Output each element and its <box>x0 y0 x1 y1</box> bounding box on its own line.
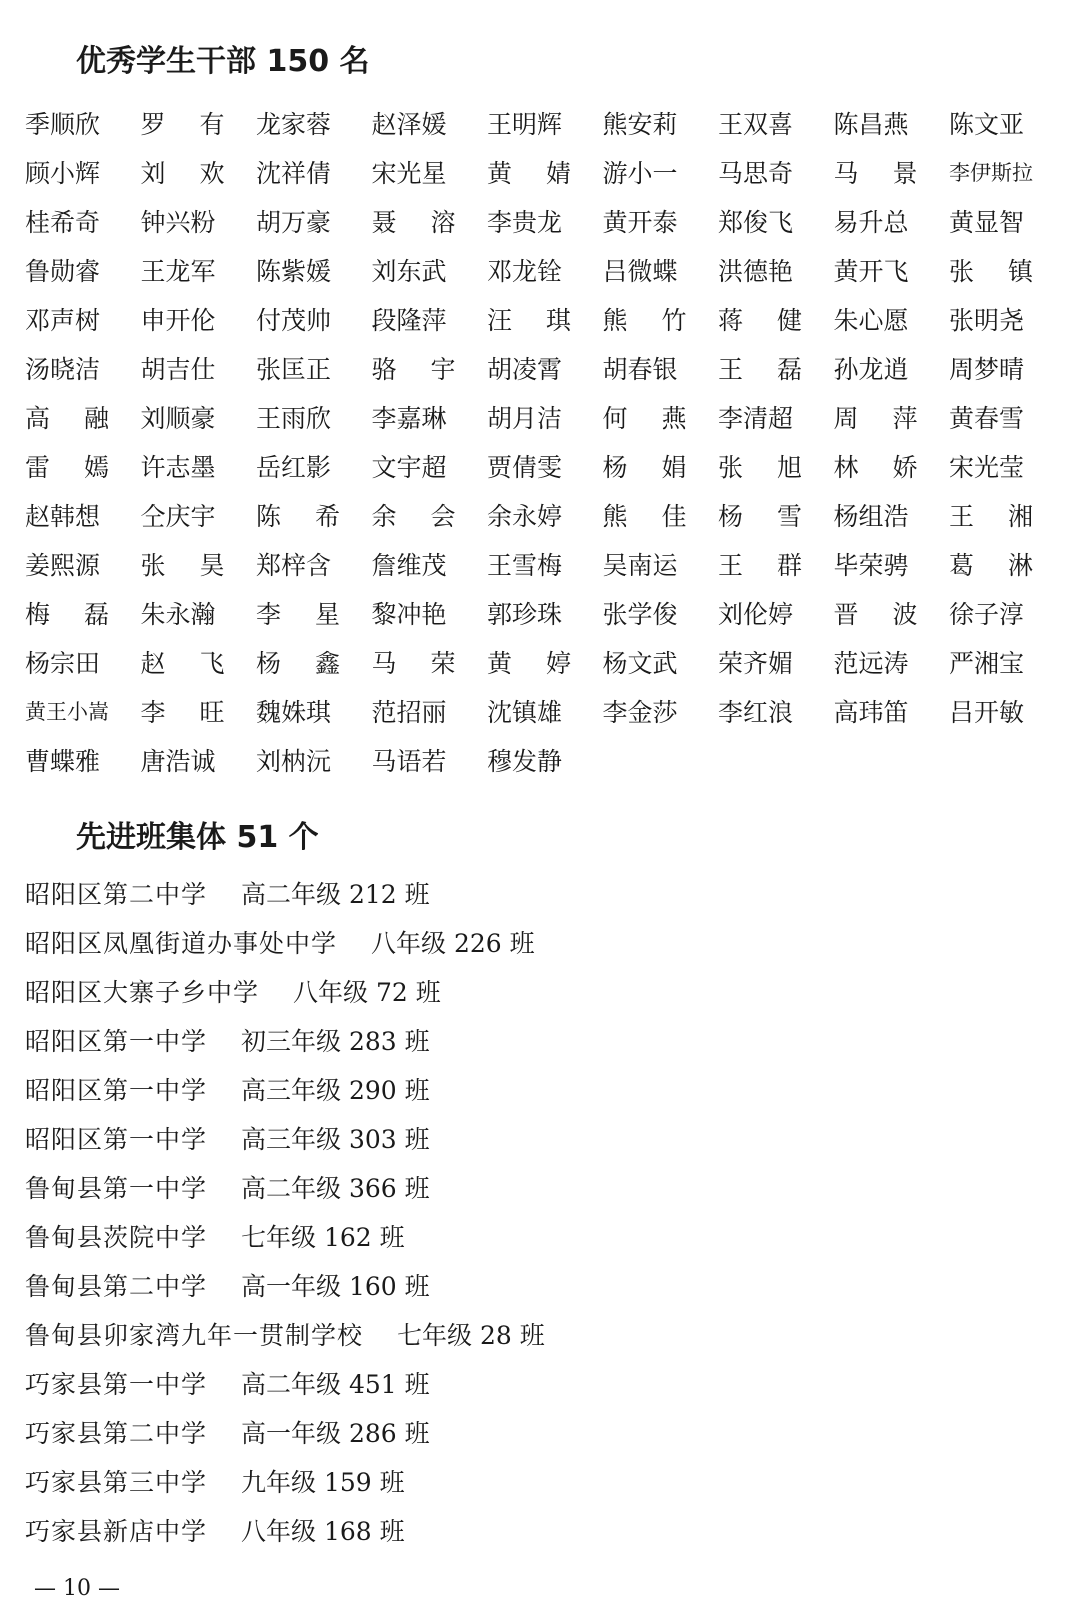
student-name: 沈祥倩 <box>256 159 332 188</box>
student-name: 孙龙逍 <box>833 355 909 384</box>
student-name: 雷 嫣 <box>25 453 109 482</box>
student-name: 郭珍珠 <box>487 600 563 629</box>
school-name: 巧家县新店中学 <box>25 1517 208 1546</box>
student-name: 邓声树 <box>25 306 101 335</box>
student-name: 高 融 <box>25 404 109 433</box>
student-name: 胡万豪 <box>256 208 332 237</box>
student-name: 王明辉 <box>487 110 563 139</box>
school-name: 昭阳区大寨子乡中学 <box>25 978 260 1007</box>
student-name: 胡吉仕 <box>140 355 216 384</box>
student-name: 李红浪 <box>718 698 794 727</box>
student-name: 晋 波 <box>833 600 918 629</box>
student-name: 汪 琪 <box>487 306 571 335</box>
student-name: 朱永瀚 <box>140 600 216 629</box>
student-name: 熊 佳 <box>602 502 687 531</box>
student-name: 黄 婧 <box>487 159 571 188</box>
class-list-item <box>25 1409 1065 1458</box>
student-name: 顾小辉 <box>25 159 101 188</box>
class-grade: 高一年级 160 班 <box>241 1272 430 1301</box>
student-name: 杨宗田 <box>25 649 101 678</box>
class-list-item <box>25 1115 1065 1164</box>
student-name: 姜熙源 <box>25 551 101 580</box>
student-name: 张 镇 <box>949 257 1033 286</box>
student-name: 李伊斯拉 <box>949 161 1033 185</box>
student-name: 黄 婷 <box>487 649 571 678</box>
class-grade: 七年级 28 班 <box>397 1321 545 1350</box>
school-name: 巧家县第一中学 <box>25 1370 208 1399</box>
class-grade: 高三年级 303 班 <box>241 1125 430 1154</box>
student-name: 黄开飞 <box>833 257 909 286</box>
school-name: 昭阳区第一中学 <box>25 1027 208 1056</box>
student-name: 仝庆宇 <box>140 502 216 531</box>
student-name: 张匡正 <box>256 355 332 384</box>
student-name: 李贵龙 <box>487 208 563 237</box>
student-name: 张 昊 <box>140 551 225 580</box>
student-name: 熊安莉 <box>602 110 678 139</box>
student-name: 许志墨 <box>140 453 216 482</box>
student-name: 黄王小嵩 <box>25 700 109 724</box>
student-name: 胡月洁 <box>487 404 563 433</box>
student-name: 唐浩诚 <box>140 747 216 776</box>
class-list-item <box>25 968 1065 1017</box>
school-name: 鲁甸县茨院中学 <box>25 1223 208 1252</box>
class-list-item <box>25 1164 1065 1213</box>
student-name: 陈昌燕 <box>833 110 909 139</box>
student-name: 罗 有 <box>140 110 225 139</box>
student-name: 季顺欣 <box>25 110 101 139</box>
student-name: 杨 鑫 <box>256 649 340 678</box>
student-name: 沈镇雄 <box>487 698 563 727</box>
student-name: 严湘宝 <box>949 649 1025 678</box>
student-name: 吕微蝶 <box>602 257 678 286</box>
student-name: 荣齐媚 <box>718 649 794 678</box>
class-list-item <box>25 1458 1065 1507</box>
class-list-item <box>25 1017 1065 1066</box>
student-name: 聂 溶 <box>371 208 456 237</box>
page-number: — 10 — <box>34 1576 120 1601</box>
student-name: 葛 淋 <box>949 551 1033 580</box>
school-name: 昭阳区第一中学 <box>25 1125 208 1154</box>
student-name: 范远涛 <box>833 649 909 678</box>
student-name: 宋光星 <box>371 159 447 188</box>
student-name: 周梦晴 <box>949 355 1025 384</box>
student-name: 范招丽 <box>371 698 447 727</box>
student-name: 赵 飞 <box>140 649 225 678</box>
school-name: 鲁甸县第一中学 <box>25 1174 208 1203</box>
student-name: 熊 竹 <box>602 306 687 335</box>
student-name: 胡凌霄 <box>487 355 563 384</box>
student-name: 洪德艳 <box>718 257 794 286</box>
student-name: 刘伦婷 <box>718 600 794 629</box>
student-name: 陈紫媛 <box>256 257 332 286</box>
student-name: 胡春银 <box>602 355 678 384</box>
school-name: 巧家县第三中学 <box>25 1468 208 1497</box>
student-name: 何 燕 <box>602 404 687 433</box>
class-list-item <box>25 1262 1065 1311</box>
student-name: 吴南运 <box>602 551 678 580</box>
student-name: 蒋 健 <box>718 306 802 335</box>
class-grade: 初三年级 283 班 <box>241 1027 430 1056</box>
student-name: 魏姝琪 <box>256 698 332 727</box>
student-name: 马语若 <box>371 747 447 776</box>
student-name: 赵韩想 <box>25 502 101 531</box>
student-name: 穆发静 <box>487 747 563 776</box>
student-name: 詹维茂 <box>371 551 447 580</box>
student-name: 王 磊 <box>718 355 802 384</box>
student-name: 余 会 <box>371 502 456 531</box>
student-name: 马思奇 <box>718 159 794 188</box>
student-name: 张明尧 <box>949 306 1025 335</box>
student-name: 张 旭 <box>718 453 802 482</box>
class-list-item <box>25 1507 1065 1556</box>
student-name: 刘顺豪 <box>140 404 216 433</box>
student-name: 王 湘 <box>949 502 1033 531</box>
class-grade: 高一年级 286 班 <box>241 1419 430 1448</box>
student-name: 刘 欢 <box>140 159 225 188</box>
class-list-item <box>25 1311 1065 1360</box>
student-name: 王龙军 <box>140 257 216 286</box>
student-name: 杨组浩 <box>833 502 909 531</box>
student-name: 李 星 <box>256 600 340 629</box>
student-name: 周 萍 <box>833 404 918 433</box>
student-name: 龙家蓉 <box>256 110 332 139</box>
student-name: 黄春雪 <box>949 404 1025 433</box>
student-name: 王双喜 <box>718 110 794 139</box>
class-grade: 高二年级 366 班 <box>241 1174 430 1203</box>
student-name: 余永婷 <box>487 502 563 531</box>
student-name: 黄开泰 <box>602 208 678 237</box>
student-name: 贾倩雯 <box>487 453 563 482</box>
student-name: 陈文亚 <box>949 110 1025 139</box>
student-name: 文宇超 <box>371 453 447 482</box>
class-grade: 高二年级 451 班 <box>241 1370 430 1399</box>
student-name: 鲁勋睿 <box>25 257 101 286</box>
school-name: 昭阳区第二中学 <box>25 880 208 909</box>
student-name: 朱心愿 <box>833 306 909 335</box>
section-title-advanced-class-collectives: 先进班集体 51 个 <box>76 820 319 855</box>
class-list-item <box>25 1066 1065 1115</box>
student-name: 郑俊飞 <box>718 208 794 237</box>
class-grade: 八年级 226 班 <box>371 929 535 958</box>
class-grade: 八年级 72 班 <box>293 978 441 1007</box>
student-name: 黎冲艳 <box>371 600 447 629</box>
school-name: 昭阳区凤凰街道办事处中学 <box>25 929 338 958</box>
student-name: 高玮笛 <box>833 698 909 727</box>
student-name: 徐子淳 <box>949 600 1025 629</box>
student-name: 游小一 <box>602 159 678 188</box>
advanced-class-list <box>25 870 1065 1556</box>
student-name: 骆 宇 <box>371 355 456 384</box>
student-name: 梅 磊 <box>25 600 109 629</box>
class-list-item <box>25 1360 1065 1409</box>
class-list-item <box>25 919 1065 968</box>
student-name: 钟兴粉 <box>140 208 216 237</box>
class-grade: 八年级 168 班 <box>241 1517 405 1546</box>
class-grade: 七年级 162 班 <box>241 1223 405 1252</box>
student-name: 马 荣 <box>371 649 456 678</box>
student-name: 段隆萍 <box>371 306 447 335</box>
class-grade: 高三年级 290 班 <box>241 1076 430 1105</box>
student-name: 宋光莹 <box>949 453 1025 482</box>
student-name: 张学俊 <box>602 600 678 629</box>
class-list-item <box>25 870 1065 919</box>
student-name: 赵泽媛 <box>371 110 447 139</box>
student-cadre-name-list <box>25 100 1065 786</box>
student-name: 杨文武 <box>602 649 678 678</box>
school-name: 鲁甸县第二中学 <box>25 1272 208 1301</box>
student-name: 王雨欣 <box>256 404 332 433</box>
student-name: 杨 雪 <box>718 502 802 531</box>
student-name: 郑梓含 <box>256 551 332 580</box>
student-name: 刘东武 <box>371 257 447 286</box>
student-name: 杨 娟 <box>602 453 687 482</box>
student-name: 黄显智 <box>949 208 1025 237</box>
section-title-outstanding-student-cadres: 优秀学生干部 150 名 <box>76 44 370 79</box>
student-name: 李嘉琳 <box>371 404 447 433</box>
student-name: 马 景 <box>833 159 918 188</box>
school-name: 鲁甸县卯家湾九年一贯制学校 <box>25 1321 364 1350</box>
student-name: 陈 希 <box>256 502 340 531</box>
student-name: 易升总 <box>833 208 909 237</box>
student-name: 李清超 <box>718 404 794 433</box>
student-name: 申开伦 <box>140 306 216 335</box>
student-name: 林 娇 <box>833 453 918 482</box>
school-name: 巧家县第二中学 <box>25 1419 208 1448</box>
student-name: 付茂帅 <box>256 306 332 335</box>
student-name: 邓龙铨 <box>487 257 563 286</box>
student-name: 岳红影 <box>256 453 332 482</box>
class-grade: 九年级 159 班 <box>241 1468 405 1497</box>
student-name: 李金莎 <box>602 698 678 727</box>
student-name: 李 旺 <box>140 698 225 727</box>
student-name: 吕开敏 <box>949 698 1025 727</box>
class-list-item <box>25 1213 1065 1262</box>
school-name: 昭阳区第一中学 <box>25 1076 208 1105</box>
class-grade: 高二年级 212 班 <box>241 880 430 909</box>
student-name: 王雪梅 <box>487 551 563 580</box>
student-name: 桂希奇 <box>25 208 101 237</box>
student-name: 毕荣骋 <box>833 551 909 580</box>
student-name: 王 群 <box>718 551 802 580</box>
student-name: 曹蝶雅 <box>25 747 101 776</box>
student-name: 刘枘沅 <box>256 747 332 776</box>
student-name: 汤晓洁 <box>25 355 101 384</box>
